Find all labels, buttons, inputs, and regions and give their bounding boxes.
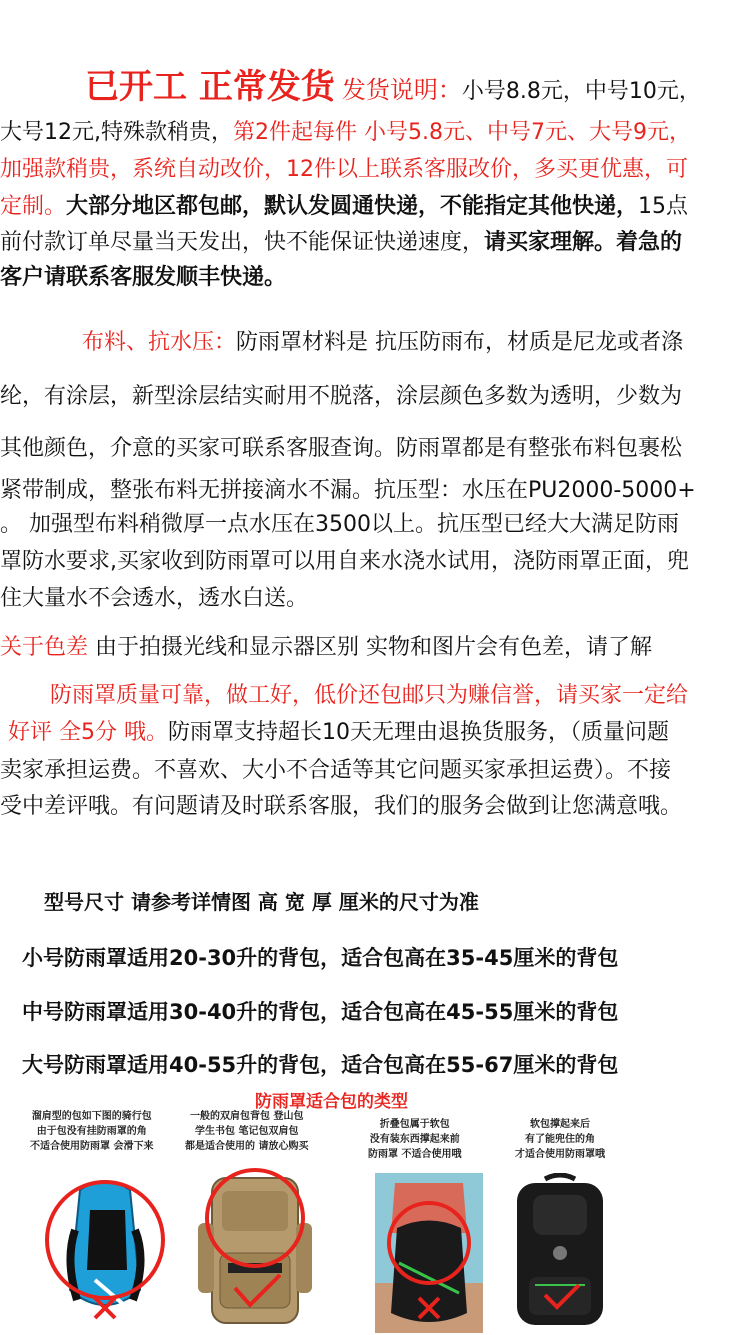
shipping-price-2: 大号12元,特殊款稍贵， [0, 120, 233, 145]
quality-text-1: 防雨罩质量可靠，做工好，低价还包邮只为赚信誉，请买家一定给 [50, 683, 689, 708]
color-diff-label: 关于色差 [0, 635, 89, 660]
fabric-line-7 [0, 584, 308, 614]
quality-text-4: 受中差评哦。有问题请及时联系客服，我们的服务会做到让您满意哦。 [0, 794, 683, 819]
color-diff-line [0, 633, 652, 663]
fabric-text-5: 。 加强型布料稍微厚一点水压在3500以上。抗压型已经大大满足防雨 [0, 512, 679, 537]
header-line-6 [0, 263, 286, 293]
folding-bag-image [375, 1173, 483, 1333]
fabric-line-3 [0, 434, 682, 464]
dispatch-note: 前付款订单尽量当天发出，快不能保证快递速度， [0, 230, 485, 255]
review-request: 好评 全5分 哦。 [8, 720, 168, 745]
fabric-text-7: 住大量水不会透水，透水白送。 [0, 586, 309, 611]
fabric-text-2: 纶，有涂层，新型涂层结实耐用不脱落，涂层颜色多数为透明，少数为 [0, 384, 683, 409]
quality-text-3: 卖家承担运费。不喜欢、大小不合适等其它问题买家承担运费）。不接 [0, 758, 672, 783]
quality-line-3 [0, 756, 671, 786]
shipping-price-1: 小号8.8元，中号10元， [461, 79, 701, 104]
return-policy: 防雨罩支持超长10天无理由退换货服务，（质量问题 [167, 720, 669, 745]
free-shipping-note: 大部分地区都包邮，默认发圆通快递，不能指定其他快递， [66, 194, 639, 219]
caption-hiking-bag: 一般的双肩包背包 登山包 学生书包 笔记包双肩包 都是适合使用的 请放心购买 [185, 1111, 309, 1152]
shipping-discount: 第2件起每件 小号5.8元、中号7元、大号9元， [233, 120, 691, 145]
fabric-text-3: 其他颜色，介意的买家可联系客服查询。防雨罩都是有整张布料包裹松 [0, 436, 683, 461]
quality-line-2 [8, 718, 669, 748]
header-line-2 [0, 118, 691, 148]
fabric-text-1: 防雨罩材料是 抗压防雨布，材质是尼龙或者涤 [236, 330, 684, 355]
shipping-label: 发货说明： [341, 76, 462, 104]
bag-type-figure [0, 1085, 750, 1335]
understand-note: 请买家理解。着急的 [484, 230, 683, 255]
header-line-5 [0, 228, 682, 258]
spec-title: 型号尺寸 请参考详情图 高 宽 厚 厘米的尺寸为准 [44, 890, 479, 914]
header-line-4 [0, 192, 688, 222]
shipping-note: 加强款稍贵，系统自动改价，12件以上联系客服改价，多买更优惠，可 [0, 157, 688, 182]
quality-line-4 [0, 792, 682, 822]
spec-large: 大号防雨罩适用40-55升的背包，适合包高在55-67厘米的背包 [22, 1053, 619, 1077]
caption-soft-bag: 软包撑起来后 有了能兜住的角 才适合使用防雨罩哦 [515, 1119, 605, 1160]
soft-bag-image [505, 1173, 615, 1333]
fabric-text-6: 罩防水要求,买家收到防雨罩可以用自来水浇水试用，浇防雨罩正面，兜 [0, 549, 689, 574]
fabric-line-2 [0, 382, 682, 412]
figure-title: 防雨罩适合包的类型 [255, 1092, 408, 1112]
fabric-text-4: 紧带制成，整张布料无拼接滴水不漏。抗压型：水压在PU2000-5000+ [0, 478, 696, 503]
sf-express-note: 客户请联系客服发顺丰快递。 [0, 265, 287, 290]
quality-line-1 [50, 681, 688, 711]
fabric-line-1 [82, 328, 683, 358]
fabric-line-4 [0, 476, 696, 506]
fabric-line-5 [0, 510, 679, 540]
cutoff-time: 15点 [638, 194, 689, 219]
cycling-bag-image [35, 1170, 175, 1335]
custom-label: 定制。 [0, 194, 67, 219]
header-line-3 [0, 155, 688, 185]
header-big-title: 已开工 正常发货 [85, 67, 335, 107]
spec-small: 小号防雨罩适用20-30升的背包，适合包高在35-45厘米的背包 [22, 946, 619, 970]
color-diff-text: 由于拍摄光线和显示器区别 实物和图片会有色差，请了解 [88, 635, 653, 660]
fabric-label: 布料、抗水压： [82, 330, 237, 355]
fabric-line-6 [0, 547, 689, 577]
hiking-bag-image [190, 1163, 320, 1333]
caption-folding-bag: 折叠包属于软包 没有装东西撑起来前 防雨罩 不适合使用哦 [368, 1119, 462, 1160]
header-line-1 [85, 67, 701, 107]
caption-cycling-bag: 溜肩型的包如下图的骑行包 由于包没有挂防雨罩的角 不适合使用防雨罩 会滑下来 [30, 1111, 154, 1152]
spec-medium: 中号防雨罩适用30-40升的背包，适合包高在45-55厘米的背包 [22, 1000, 619, 1024]
